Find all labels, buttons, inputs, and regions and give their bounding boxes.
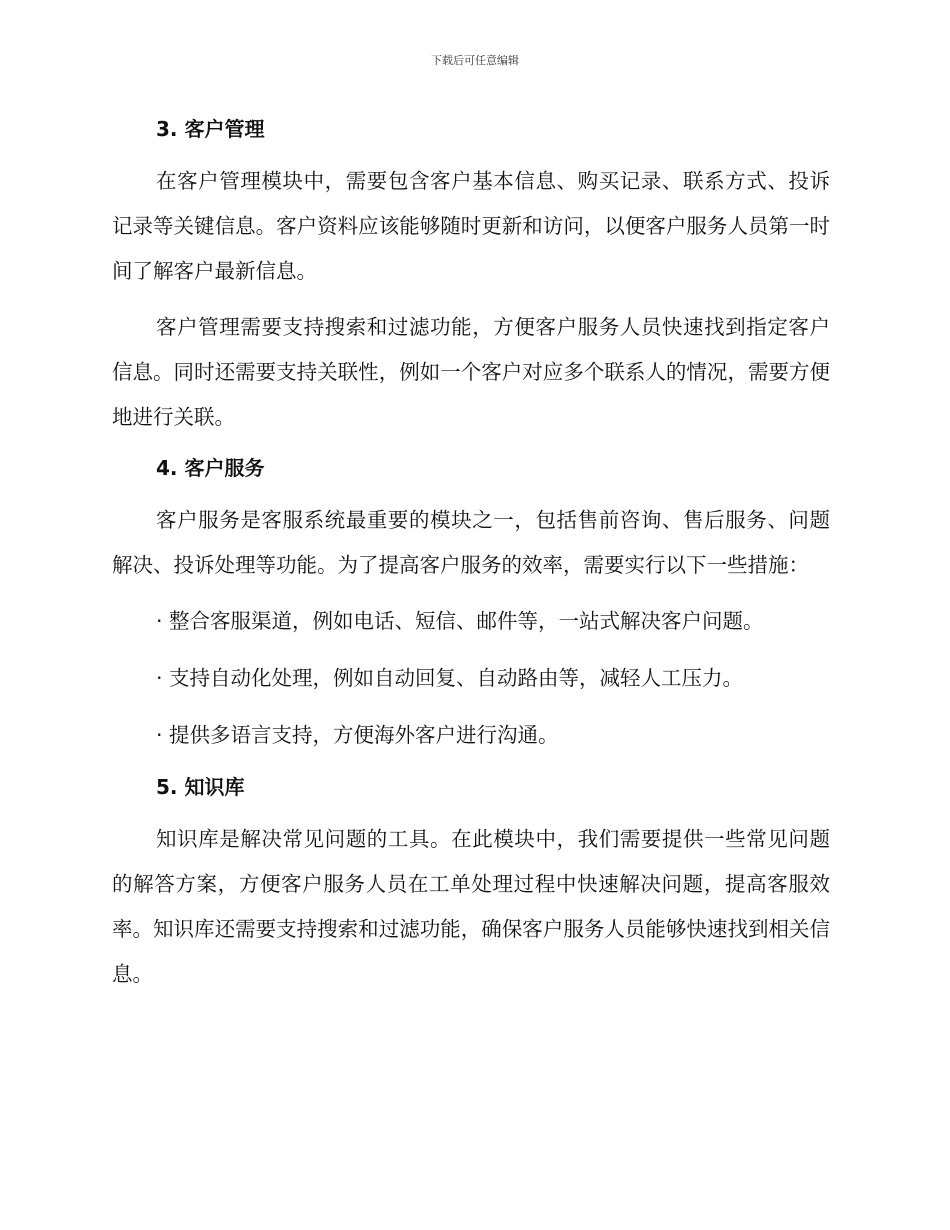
paragraph: 客户管理需要支持搜索和过滤功能，方便客户服务人员快速找到指定客户信息。同时还需要支持关联性，例如一个客户对应多个联系人的情况，需要方便地进行关联。 [112,315,830,429]
bullet-item: · 支持自动化处理，例如自动回复、自动路由等，减轻人工压力。 [156,666,744,690]
section-heading-customer-service: 4. 客户服务 [156,456,265,480]
page-header: 下载后可任意编辑 [431,54,519,67]
section-heading-knowledge-base: 5. 知识库 [156,775,245,799]
section-heading-customer-management: 3. 客户管理 [156,117,265,141]
paragraph: 知识库是解决常见问题的工具。在此模块中，我们需要提供一些常见问题的解答方案，方便客户服务人员在工单处理过程中快速解决问题，提高客服效率。知识库还需要支持搜索和过滤功能，确保客户服务人员能够快速找到相关信息。 [112,827,830,986]
bullet-item: · 整合客服渠道，例如电话、短信、邮件等，一站式解决客户问题。 [156,609,764,633]
paragraph: 在客户管理模块中，需要包含客户基本信息、购买记录、联系方式、投诉记录等关键信息。客户资料应该能够随时更新和访问，以便客户服务人员第一时间了解客户最新信息。 [112,169,830,283]
paragraph: 客户服务是客服系统最重要的模块之一，包括售前咨询、售后服务、问题解决、投诉处理等功能。为了提高客户服务的效率，需要实行以下一些措施： [112,508,830,577]
document-body [112,112,830,1008]
bullet-item: · 提供多语言支持，方便海外客户进行沟通。 [156,723,559,747]
